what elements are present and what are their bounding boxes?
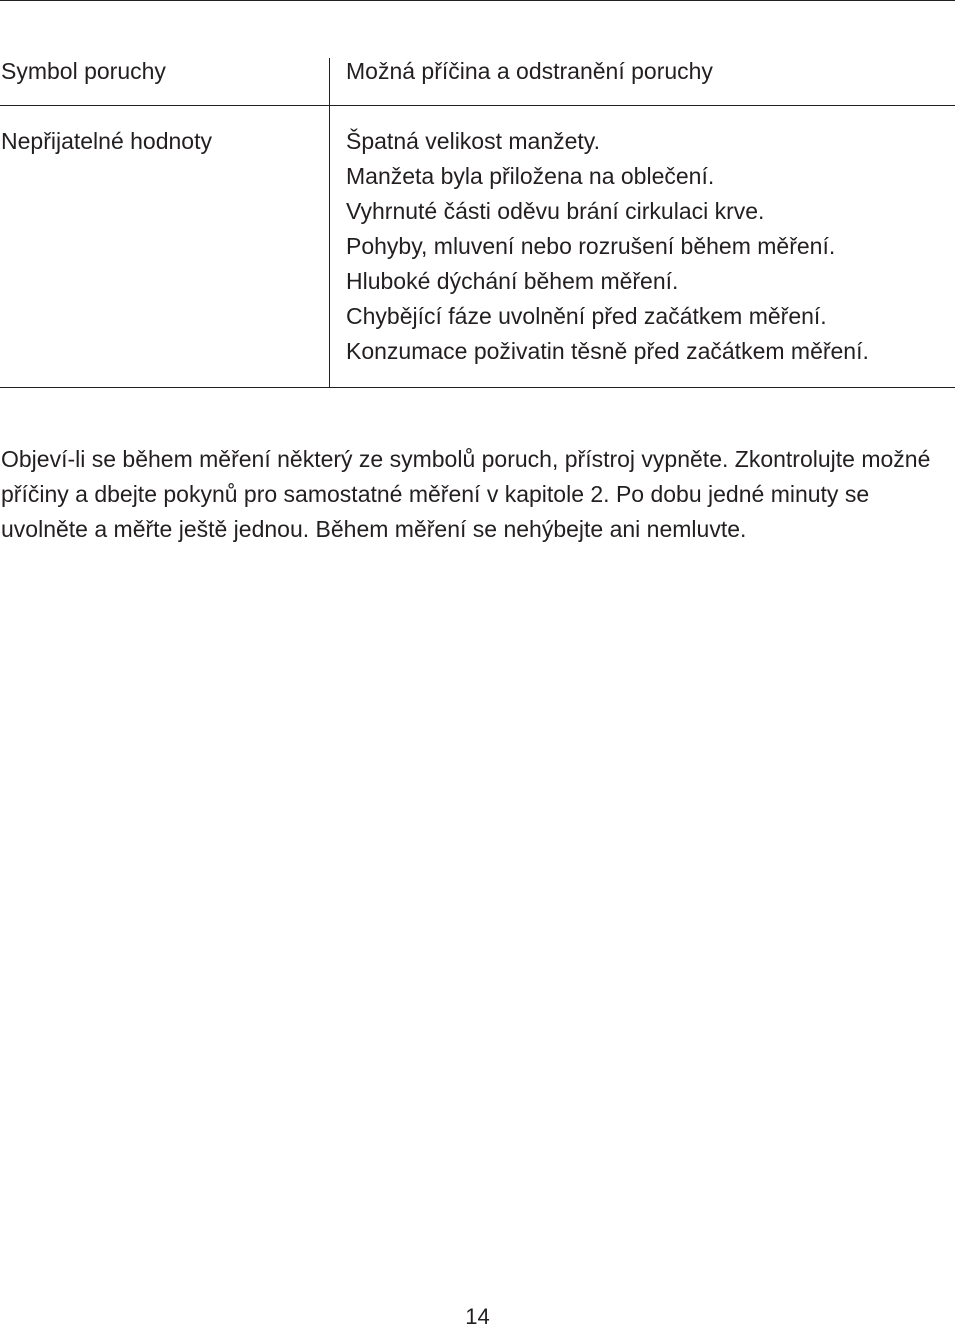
column-divider xyxy=(329,58,330,388)
symbol-value: Nepřijatelné hodnoty xyxy=(1,128,212,154)
top-rule xyxy=(0,0,955,1)
causes-list xyxy=(346,124,869,369)
troubleshooting-table xyxy=(0,58,955,388)
cause-item: Konzumace poživatin těsně před začátkem měření. xyxy=(346,338,869,364)
cause-item: Manžeta byla přiložena na oblečení. xyxy=(346,163,715,189)
table-bottom-rule xyxy=(0,387,955,388)
header-symbol: Symbol poruchy xyxy=(1,58,166,84)
instruction-paragraph: Objeví-li se během měření některý ze symbolů poruch, přístroj vypněte. Zkontrolujte možné příčiny a dbejte pokynů pro samostatné měření v kapitole 2. Po dobu jedné minuty se uvolněte a měřte ještě jednou. Během měření se nehýbejte ani nemluvte. xyxy=(1,446,931,542)
header-rule xyxy=(0,105,955,106)
cause-item: Špatná velikost manžety. xyxy=(346,128,600,154)
cause-item: Pohyby, mluvení nebo rozrušení během měření. xyxy=(346,233,836,259)
cause-item: Hluboké dýchání během měření. xyxy=(346,268,679,294)
header-cause: Možná příčina a odstranění poruchy xyxy=(346,58,713,84)
cause-item: Vyhrnuté části oděvu brání cirkulaci krve. xyxy=(346,198,765,224)
page-number: 14 xyxy=(465,1304,490,1329)
cause-item: Chybějící fáze uvolnění před začátkem měření. xyxy=(346,303,827,329)
